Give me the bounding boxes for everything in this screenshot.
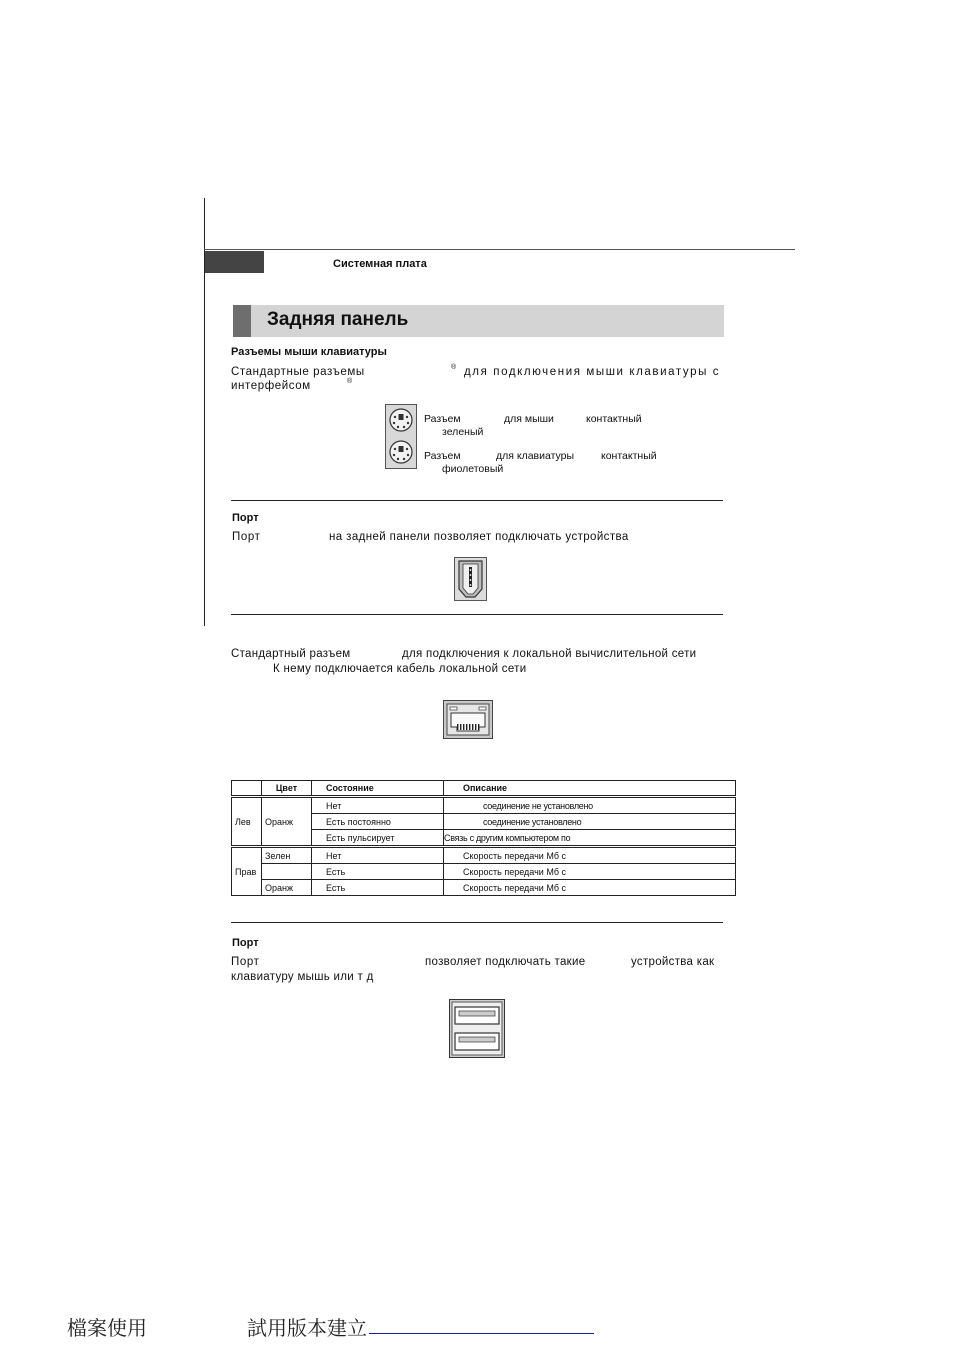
- divider-1: [231, 500, 723, 501]
- header-cell-color: Цвет: [262, 781, 312, 797]
- title-accent: [233, 305, 251, 337]
- ps2-heading: Разъемы мыши клавиатуры: [231, 346, 387, 358]
- kbd-desc-b: для клавиатуры: [496, 450, 575, 462]
- footer-left-text: 檔案使用: [67, 1316, 147, 1340]
- mouse-desc-b: для мыши: [504, 413, 554, 425]
- right-row-3-state: Есть: [312, 880, 444, 896]
- right-row-3-desc: Скорость передачи Мб с: [444, 880, 736, 896]
- header-cell-empty: [232, 781, 262, 797]
- header-block: [205, 251, 264, 273]
- mouse-desc-color: зеленый: [442, 426, 484, 438]
- right-row-1-state: Нет: [312, 847, 444, 864]
- left-row-2-desc: соединение установлено: [444, 814, 736, 830]
- right-led-label: Прав: [232, 847, 262, 896]
- kbd-desc-c: контактный: [601, 450, 657, 462]
- firewire-para-a: Порт: [232, 531, 261, 543]
- table-row: [232, 797, 736, 814]
- mouse-desc-c: контактный: [586, 413, 642, 425]
- ps2-connector-icon: [385, 404, 417, 469]
- right-row-2-color: [262, 864, 312, 880]
- header-section-label: Системная плата: [333, 258, 427, 270]
- firewire-para-b: на задней панели позволяет подключать устройства: [329, 531, 629, 543]
- usb-port-icon: [449, 999, 505, 1058]
- footer-right-text: 試用版本建立: [247, 1316, 367, 1340]
- ps2-para-line1-a: Стандартные разъемы: [231, 366, 365, 378]
- left-row-1-state: Нет: [312, 797, 444, 814]
- right-row-3-color: Оранж: [262, 880, 312, 896]
- usb-graphic: [449, 999, 505, 1058]
- right-row-1-desc: Скорость передачи Мб с: [444, 847, 736, 864]
- left-row-1-desc: соединение не установлено: [444, 797, 736, 814]
- firewire-heading: Порт: [232, 512, 259, 524]
- ps2-para-line2: интерфейсом: [231, 380, 311, 392]
- divider-2: [231, 614, 723, 615]
- ps2-ports-graphic: [386, 405, 416, 468]
- right-row-1-color: Зелен: [262, 847, 312, 864]
- header-rule: [204, 249, 795, 250]
- usb-para-line2: клавиатуру мышь или т д: [231, 971, 374, 983]
- header-cell-state: Состояние: [312, 781, 444, 797]
- left-row-3-state: Есть пульсирует: [312, 830, 444, 847]
- rj45-graphic: [443, 700, 493, 739]
- ps2-reg-mark-1: ®: [451, 364, 457, 371]
- usb-para-line1-a: Порт: [231, 956, 260, 968]
- lan-para-line2: К нему подключается кабель локальной сети: [273, 663, 527, 675]
- left-row-2-state: Есть постоянно: [312, 814, 444, 830]
- right-row-2-state: Есть: [312, 864, 444, 880]
- lan-port-icon: [443, 700, 493, 739]
- led-status-table: [231, 780, 736, 896]
- left-row-3-desc: Связь с другим компьютером по: [444, 830, 736, 847]
- mouse-desc-a: Разъем: [424, 413, 461, 425]
- kbd-desc-color: фиолетовый: [442, 463, 504, 475]
- lan-para-line1-a: Стандартный разъем: [231, 648, 351, 660]
- table-header-row: [232, 781, 736, 797]
- divider-3: [231, 922, 723, 923]
- footer-link-underline[interactable]: [369, 1333, 594, 1334]
- firewire-port-icon: [454, 557, 487, 601]
- table-row: [232, 864, 736, 880]
- left-led-label: Лев: [232, 797, 262, 847]
- right-row-2-desc: Скорость передачи Мб с: [444, 864, 736, 880]
- page-title: Задняя панель: [267, 309, 409, 330]
- ps2-para-line1-b: для подключения мыши клавиатуры с: [464, 366, 721, 378]
- usb-heading: Порт: [232, 937, 259, 949]
- left-led-color: Оранж: [262, 797, 312, 847]
- usb-para-line1-c: устройства как: [631, 956, 715, 968]
- kbd-desc-a: Разъем: [424, 450, 461, 462]
- ps2-reg-mark-2: ®: [347, 378, 353, 385]
- table-row: [232, 880, 736, 896]
- header-cell-desc: Описание: [444, 781, 736, 797]
- lan-para-line1-b: для подключения к локальной вычислительной сети: [402, 648, 697, 660]
- usb-para-line1-b: позволяет подключать такие: [425, 956, 586, 968]
- table-row: [232, 847, 736, 864]
- firewire-graphic: [454, 557, 487, 601]
